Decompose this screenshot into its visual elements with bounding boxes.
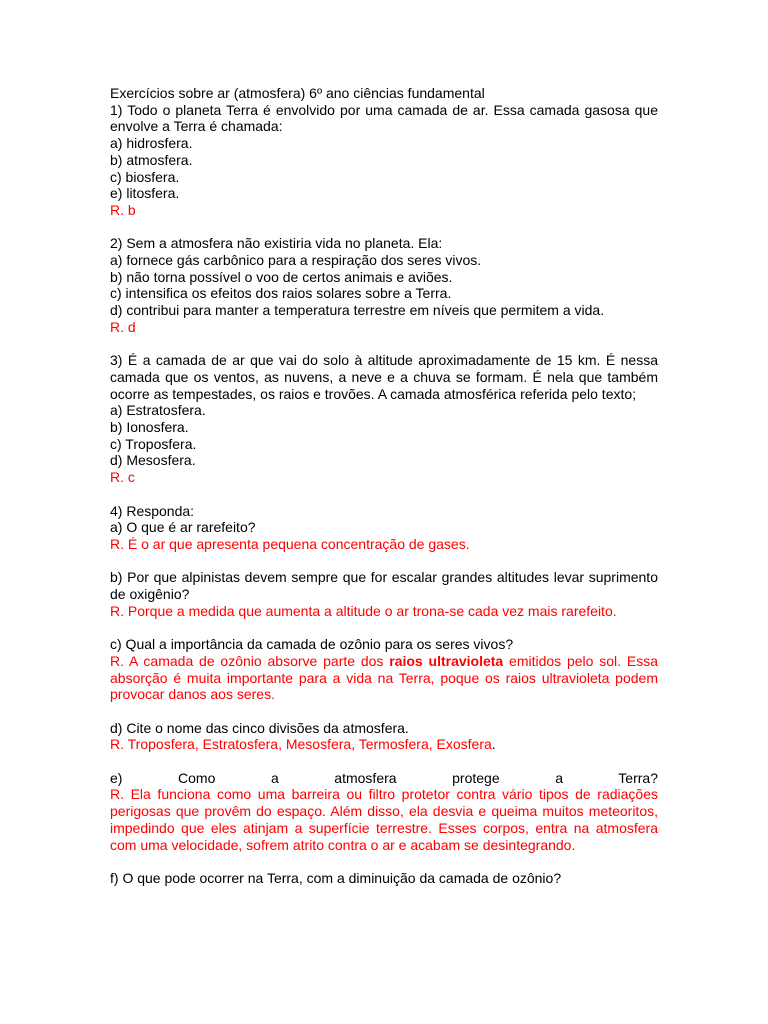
document-body: [110, 85, 658, 887]
question-3-answer: R. c: [110, 469, 135, 486]
question-4f-text: f) O que pode ocorrer na Terra, com a diminuição da camada de ozônio?: [110, 869, 562, 886]
question-4c-answer-bold: raios ultravioleta: [389, 652, 504, 669]
question-4c-answer-start: R. A camada de ozônio absorve parte dos: [110, 652, 390, 669]
question-4b-answer: R. Porque a medida que aumenta a altitude o ar trona-se cada vez mais rarefeito.: [110, 602, 617, 619]
question-1-option-e: e) litosfera.: [110, 185, 180, 202]
question-1-option-a: a) hidrosfera.: [110, 135, 193, 152]
question-4b-text: b) Por que alpinistas devem sempre que for escalar grandes altitudes levar suprimento de oxigênio?: [110, 569, 658, 603]
question-4c-text: c) Qual a importância da camada de ozônio para os seres vivos?: [110, 636, 514, 653]
question-4a-text: a) O que é ar rarefeito?: [110, 519, 256, 536]
question-2-option-b: b) não torna possível o voo de certos animais e aviões.: [110, 268, 453, 285]
question-4-heading: 4) Responda:: [110, 502, 195, 519]
question-3-text: 3) É a camada de ar que vai do solo à altitude aproximadamente de 15 km. É nessa camada que os ventos, as nuvens, a neve e a chuva se formam. É nela que também ocorre as tempestades, os raios e trovões. A camada atmosférica referida pelo texto;: [110, 352, 658, 402]
question-4c-answer-end: emitidos pelo sol. Essa absorção é muita importante para a vida na Terra, poque os raios ultravioleta podem provocar danos aos seres.: [110, 652, 658, 703]
question-2-answer: R. d: [110, 318, 136, 335]
question-4a-answer: R. É o ar que apresenta pequena concentração de gases.: [110, 535, 470, 552]
paragraph-gap: [110, 753, 658, 770]
question-2-option-a: a) fornece gás carbônico para a respiração dos seres vivos.: [110, 252, 482, 269]
question-3-option-d: d) Mesosfera.: [110, 452, 196, 469]
question-4e-answer: R. Ela funciona como uma barreira ou filtro protetor contra vário tipos de radiações perigosas que provêm do espaço. Além disso, ela desvia e queima muitos meteoritos, impedindo que eles atinjam a superfície terrestre. Esses corpos, entra na atmosfera com uma velocidade, sofrem atrito contra o ar e acabam se desintegrando.: [110, 786, 658, 853]
paragraph-gap: [110, 703, 658, 720]
question-4d-text: d) Cite o nome das cinco divisões da atmosfera.: [110, 719, 409, 736]
question-1-answer: R. b: [110, 201, 136, 218]
question-3-option-c: c) Troposfera.: [110, 435, 197, 452]
question-1-text: 1) Todo o planeta Terra é envolvido por uma camada de ar. Essa camada gasosa que envolve a Terra é chamada:: [110, 101, 658, 135]
question-4d-answer-line: [110, 736, 658, 753]
question-2-option-c: c) intensifica os efeitos dos raios solares sobre a Terra.: [110, 285, 452, 302]
paragraph-gap: [110, 486, 658, 503]
question-1-option-c: c) biosfera.: [110, 168, 180, 185]
question-1-option-b: b) atmosfera.: [110, 151, 193, 168]
question-4d-answer-period: .: [491, 736, 496, 753]
paragraph-gap: [110, 219, 658, 236]
question-4c-answer: [110, 653, 658, 703]
question-3-option-b: b) Ionosfera.: [110, 419, 189, 436]
document-title: Exercícios sobre ar (atmosfera) 6º ano ciências fundamental: [110, 85, 485, 101]
question-3-option-a: a) Estratosfera.: [110, 402, 206, 419]
paragraph-gap: [110, 853, 658, 870]
paragraph-gap: [110, 336, 658, 353]
question-2-option-d: d) contribui para manter a temperatura terrestre em níveis que permitem a vida.: [110, 302, 605, 319]
question-4e-text: e) Como a atmosfera protege a Terra?: [110, 769, 658, 786]
paragraph-gap: [110, 619, 658, 636]
question-4d-answer: R. Troposfera, Estratosfera, Mesosfera, Termosfera, Exosfera: [110, 736, 492, 753]
question-2-text: 2) Sem a atmosfera não existiria vida no planeta. Ela:: [110, 235, 443, 252]
paragraph-gap: [110, 553, 658, 570]
